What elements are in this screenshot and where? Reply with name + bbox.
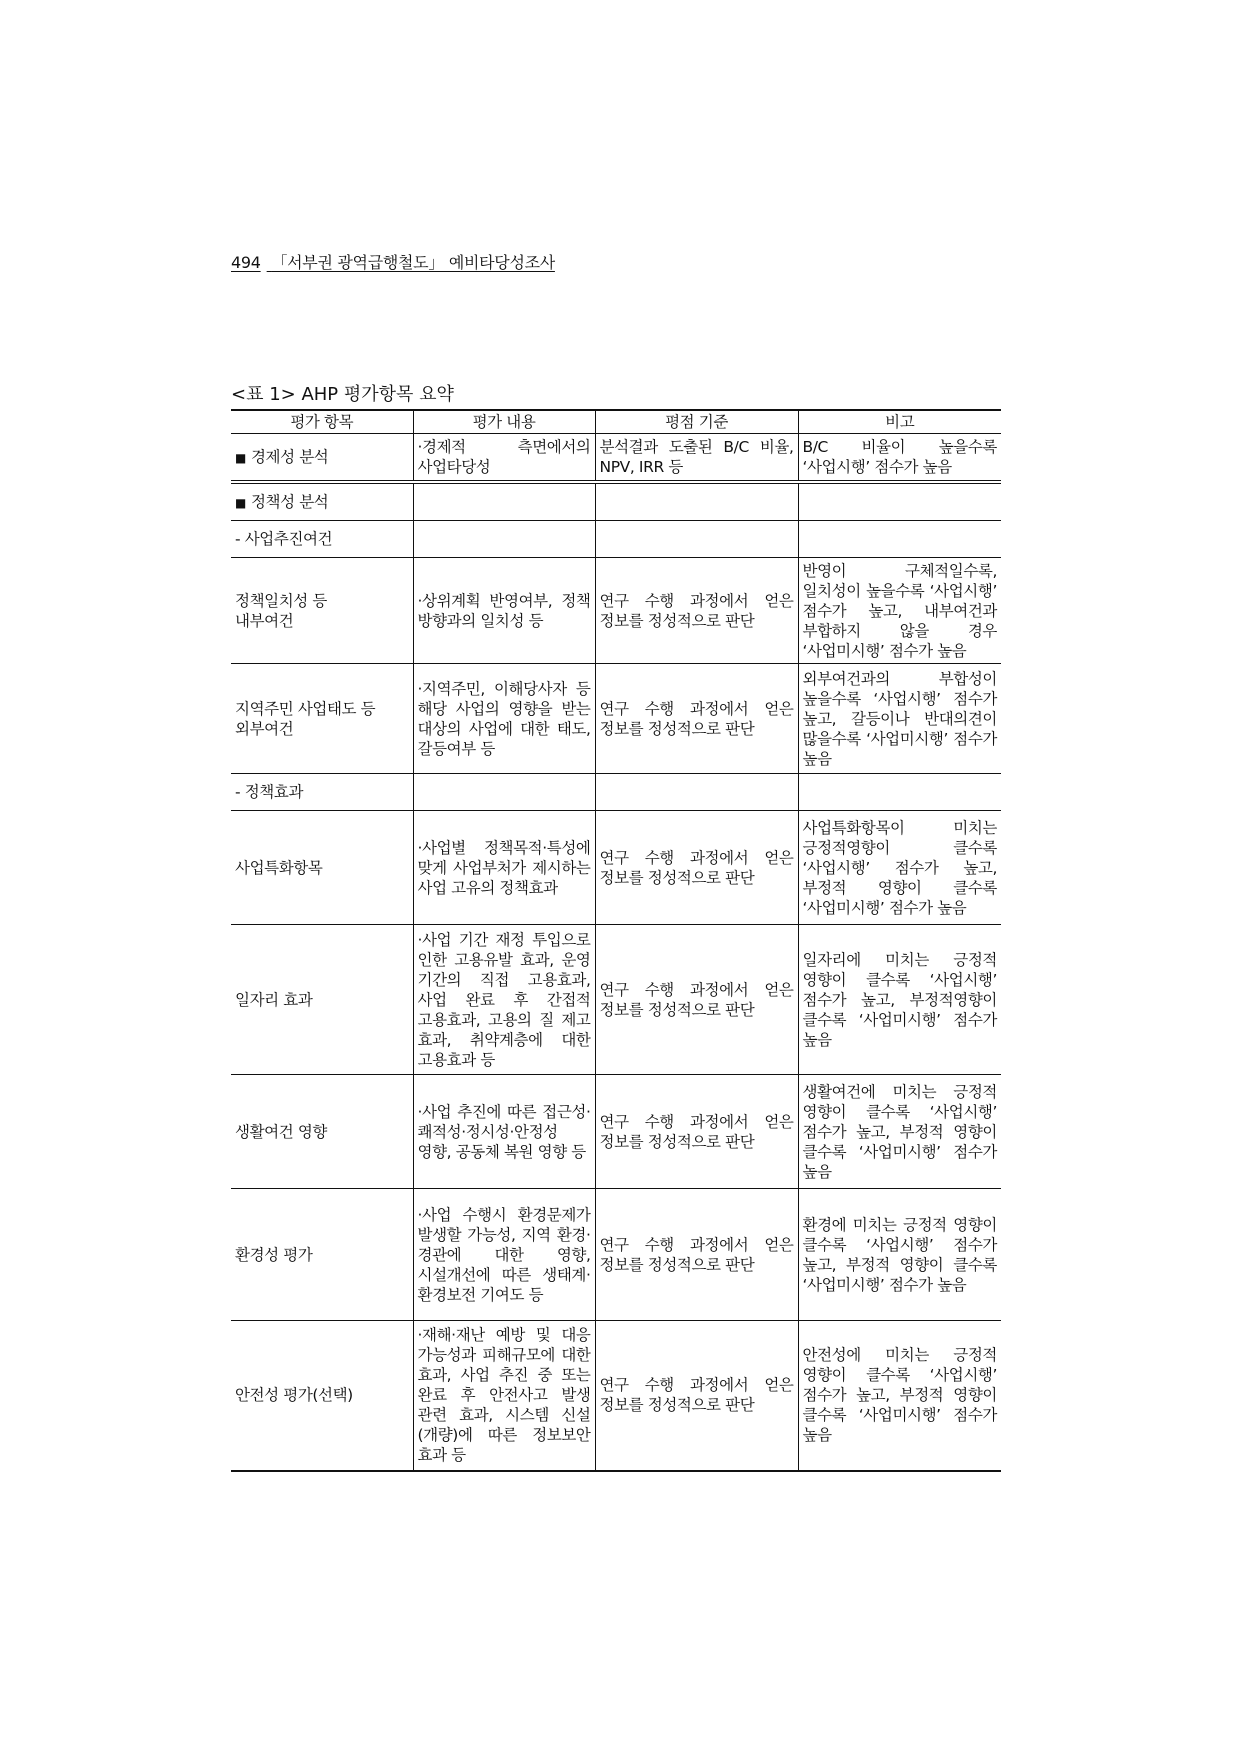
eval-item-cell — [231, 434, 413, 483]
empty-cell — [798, 521, 1001, 558]
column-header: 평가 항목 — [231, 410, 413, 434]
table-row-special — [231, 811, 1001, 925]
empty-cell — [595, 521, 798, 558]
column-header: 평가 내용 — [413, 410, 595, 434]
column-header: 평점 기준 — [595, 410, 798, 434]
table-row-effects — [231, 774, 1001, 811]
eval-item-cell: - 정책효과 — [231, 774, 413, 811]
table-row-residents — [231, 664, 1001, 774]
scoring-criteria-cell: 분석결과 도출된 B/C 비율, NPV, IRR 등 — [595, 434, 798, 483]
eval-item-cell: - 사업추진여건 — [231, 521, 413, 558]
column-header: 비고 — [798, 410, 1001, 434]
eval-item-cell: 일자리 효과 — [231, 925, 413, 1075]
empty-cell — [798, 774, 1001, 811]
page-number: 494 — [231, 253, 261, 272]
eval-item-label: 경제성 분석 — [250, 447, 329, 466]
empty-cell — [413, 774, 595, 811]
empty-cell — [798, 482, 1001, 521]
empty-cell — [595, 774, 798, 811]
eval-content-cell: ·사업 추진에 따른 접근성·쾌적성·정시성·안정성 영향, 공동체 복원 영향 등 — [413, 1075, 595, 1189]
eval-content-cell: ·사업별 정책목적·특성에 맞게 사업부처가 제시하는 사업 고유의 정책효과 — [413, 811, 595, 925]
eval-item-label: 정책일치성 등 — [235, 591, 327, 610]
table-caption: <표 1> AHP 평가항목 요약 — [231, 384, 454, 405]
eval-content-cell: ·사업 기간 재정 투입으로 인한 고용유발 효과, 운영 기간의 직접 고용효과, 사업 완료 후 간접적 고용효과, 고용의 질 제고 효과, 취약계층에 대한 고용효과 등 — [413, 925, 595, 1075]
scoring-criteria-cell: 연구 수행 과정에서 얻은 정보를 정성적으로 판단 — [595, 1075, 798, 1189]
remarks-cell: 일자리에 미치는 긍정적 영향이 클수록 ‘사업시행’ 점수가 높고, 부정적영향이 클수록 ‘사업미시행’ 점수가 높음 — [798, 925, 1001, 1075]
remarks-cell: 생활여건에 미치는 긍정적 영향이 클수록 ‘사업시행’ 점수가 높고, 부정적 영향이 클수록 ‘사업미시행’ 점수가 높음 — [798, 1075, 1001, 1189]
document-title: 「서부권 광역급행철도」 예비타당성조사 — [271, 253, 555, 272]
scoring-criteria-cell: 연구 수행 과정에서 얻은 정보를 정성적으로 판단 — [595, 811, 798, 925]
square-bullet-icon: ■ — [235, 450, 246, 465]
scoring-criteria-cell: 연구 수행 과정에서 얻은 정보를 정성적으로 판단 — [595, 925, 798, 1075]
empty-cell — [413, 482, 595, 521]
eval-item-cell: 안전성 평가(선택) — [231, 1321, 413, 1471]
eval-content-cell: ·경제적 측면에서의 사업타당성 — [413, 434, 595, 483]
eval-item-cell — [231, 482, 413, 521]
scoring-criteria-cell: 연구 수행 과정에서 얻은 정보를 정성적으로 판단 — [595, 558, 798, 664]
table-header-row — [231, 410, 1001, 434]
eval-content-cell: ·지역주민, 이해당사자 등 해당 사업의 영향을 받는 대상의 사업에 대한 태도, 갈등여부 등 — [413, 664, 595, 774]
table-row-economic — [231, 434, 1001, 483]
remarks-cell: 외부여건과의 부합성이 높을수록 ‘사업시행’ 점수가 높고, 갈등이나 반대의견이 많을수록 ‘사업미시행’ 점수가 높음 — [798, 664, 1001, 774]
page-header — [231, 250, 555, 273]
eval-item-cell — [231, 664, 413, 774]
table-row-safety — [231, 1321, 1001, 1471]
table-row-environment — [231, 1189, 1001, 1321]
eval-content-cell: ·재해·재난 예방 및 대응 가능성과 피해규모에 대한 효과, 사업 추진 중 또는 완료 후 안전사고 발생 관련 효과, 시스템 신설(개량)에 따른 정보보안 효과 등 — [413, 1321, 595, 1471]
eval-item-cell: 환경성 평가 — [231, 1189, 413, 1321]
scoring-criteria-cell: 연구 수행 과정에서 얻은 정보를 정성적으로 판단 — [595, 1189, 798, 1321]
empty-cell — [413, 521, 595, 558]
table-row-living — [231, 1075, 1001, 1189]
table-row-jobs — [231, 925, 1001, 1075]
eval-item-cell: 생활여건 영향 — [231, 1075, 413, 1189]
remarks-cell: 안전성에 미치는 긍정적 영향이 클수록 ‘사업시행’ 점수가 높고, 부정적 영향이 클수록 ‘사업미시행’ 점수가 높음 — [798, 1321, 1001, 1471]
ahp-evaluation-table — [231, 409, 1001, 1472]
eval-item-sublabel: 외부여건 — [235, 719, 294, 738]
eval-item-label: 정책성 분석 — [250, 492, 329, 511]
scoring-criteria-cell: 연구 수행 과정에서 얻은 정보를 정성적으로 판단 — [595, 1321, 798, 1471]
scoring-criteria-cell: 연구 수행 과정에서 얻은 정보를 정성적으로 판단 — [595, 664, 798, 774]
eval-item-cell — [231, 558, 413, 664]
remarks-cell: 사업특화항목이 미치는 긍정적영향이 클수록 ‘사업시행’ 점수가 높고, 부정적 영향이 클수록 ‘사업미시행’ 점수가 높음 — [798, 811, 1001, 925]
eval-item-label: 지역주민 사업태도 등 — [235, 699, 376, 718]
table-row-policy — [231, 482, 1001, 521]
square-bullet-icon: ■ — [235, 495, 246, 510]
eval-content-cell: ·상위계획 반영여부, 정책 방향과의 일치성 등 — [413, 558, 595, 664]
remarks-cell: 반영이 구체적일수록, 일치성이 높을수록 ‘사업시행’ 점수가 높고, 내부여건과 부합하지 않을 경우 ‘사업미시행’ 점수가 높음 — [798, 558, 1001, 664]
eval-item-cell: 사업특화항목 — [231, 811, 413, 925]
table-row-consistency — [231, 558, 1001, 664]
table-row-conditions — [231, 521, 1001, 558]
eval-item-sublabel: 내부여건 — [235, 611, 294, 630]
empty-cell — [595, 482, 798, 521]
eval-content-cell: ·사업 수행시 환경문제가 발생할 가능성, 지역 환경·경관에 대한 영향, 시설개선에 따른 생태계·환경보전 기여도 등 — [413, 1189, 595, 1321]
remarks-cell: 환경에 미치는 긍정적 영향이 클수록 ‘사업시행’ 점수가 높고, 부정적 영향이 클수록 ‘사업미시행’ 점수가 높음 — [798, 1189, 1001, 1321]
remarks-cell: B/C 비율이 높을수록 ‘사업시행’ 점수가 높음 — [798, 434, 1001, 483]
